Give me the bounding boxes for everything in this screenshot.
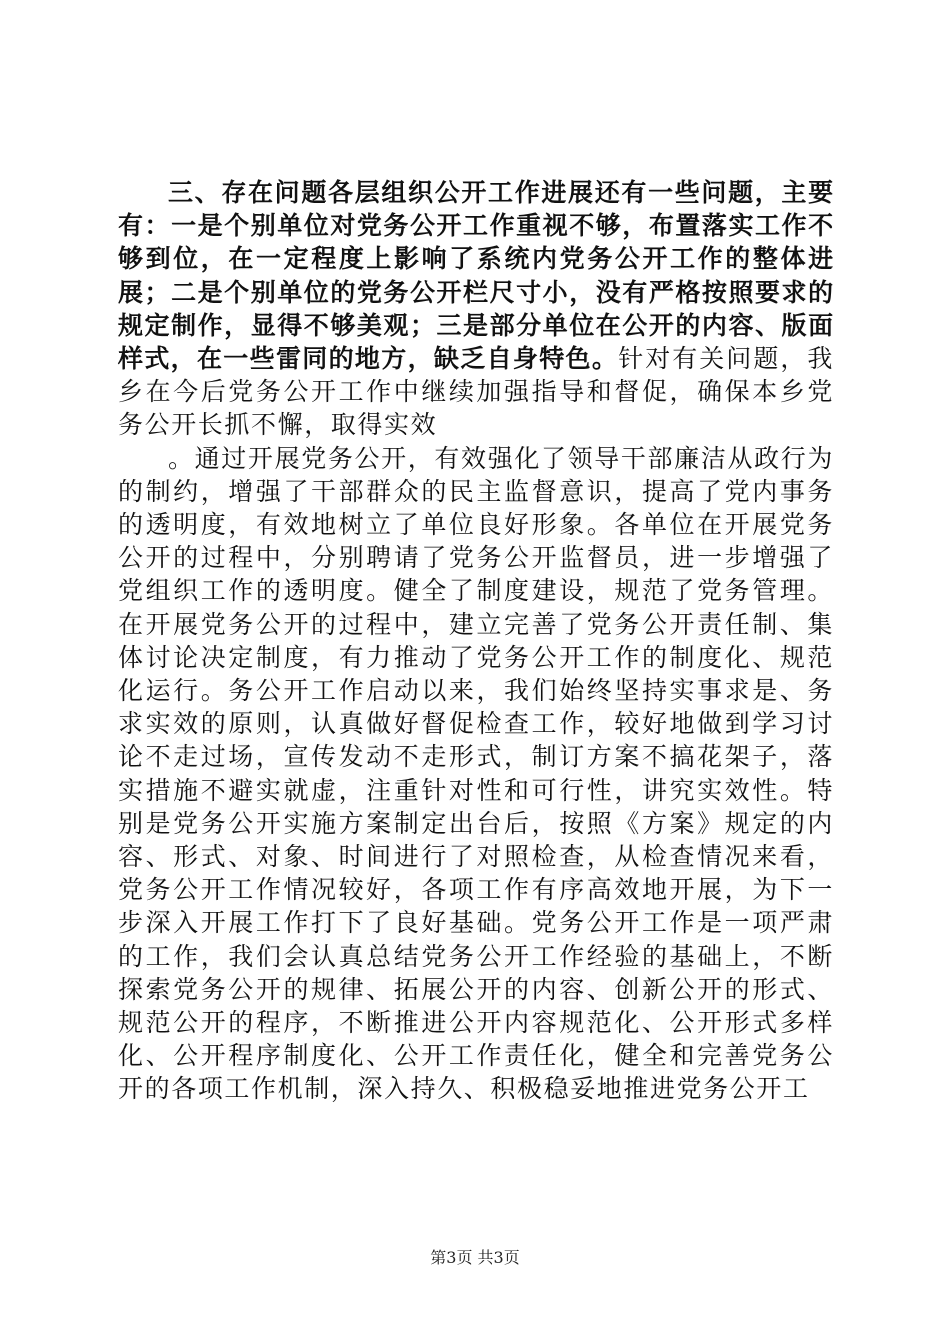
paragraph-problems-bold-text: 三、存在问题各层组织公开工作进展还有一些问题，主要有：一是个别单位对党务公开工作重视不够，布置落实工作不够到位，在一定程度上影响了系统内党务公开工作的整体进展；二是个别单位的党务公开栏尺寸小，没有严格按照要求的规定制作，显得不够美观；三是部分单位在公开的内容、版面样式，在一些雷同的地方，缺乏自身特色。: [118, 178, 834, 374]
page-number-footer: 第3页 共3页: [430, 1248, 520, 1267]
paragraph-problems-normal-text: 针对有关问题，我乡在今后党务公开工作中继续加强指导和督促，确保本乡党务公开长抓不懈，取得实效: [118, 344, 834, 440]
paragraph-problems: [118, 176, 834, 442]
paragraph-results: 。通过开展党务公开，有效强化了领导干部廉洁从政行为的制约，增强了干部群众的民主监督意识，提高了党内事务的透明度，有效地树立了单位良好形象。各单位在开展党务公开的过程中，分别聘请了党务公开监督员，进一步增强了党组织工作的透明度。健全了制度建设，规范了党务管理。在开展党务公开的过程中，建立完善了党务公开责任制、集体讨论决定制度，有力推动了党务公开工作的制度化、规范化运行。务公开工作启动以来，我们始终坚持实事求是、务求实效的原则，认真做好督促检查工作，较好地做到学习讨论不走过场，宣传发动不走形式，制订方案不搞花架子，落实措施不避实就虚，注重针对性和可行性，讲究实效性。特别是党务公开实施方案制定出台后，按照《方案》规定的内容、形式、对象、时间进行了对照检查，从检查情况来看，党务公开工作情况较好，各项工作有序高效地开展，为下一步深入开展工作打下了良好基础。党务公开工作是一项严肃的工作，我们会认真总结党务公开工作经验的基础上，不断探索党务公开的规律、拓展公开的内容、创新公开的形式、规范公开的程序，不断推进公开内容规范化、公开形式多样化、公开程序制度化、公开工作责任化，健全和完善党务公开的各项工作机制，深入持久、积极稳妥地推进党务公开工: [118, 443, 834, 1104]
document-body: [118, 176, 834, 1106]
